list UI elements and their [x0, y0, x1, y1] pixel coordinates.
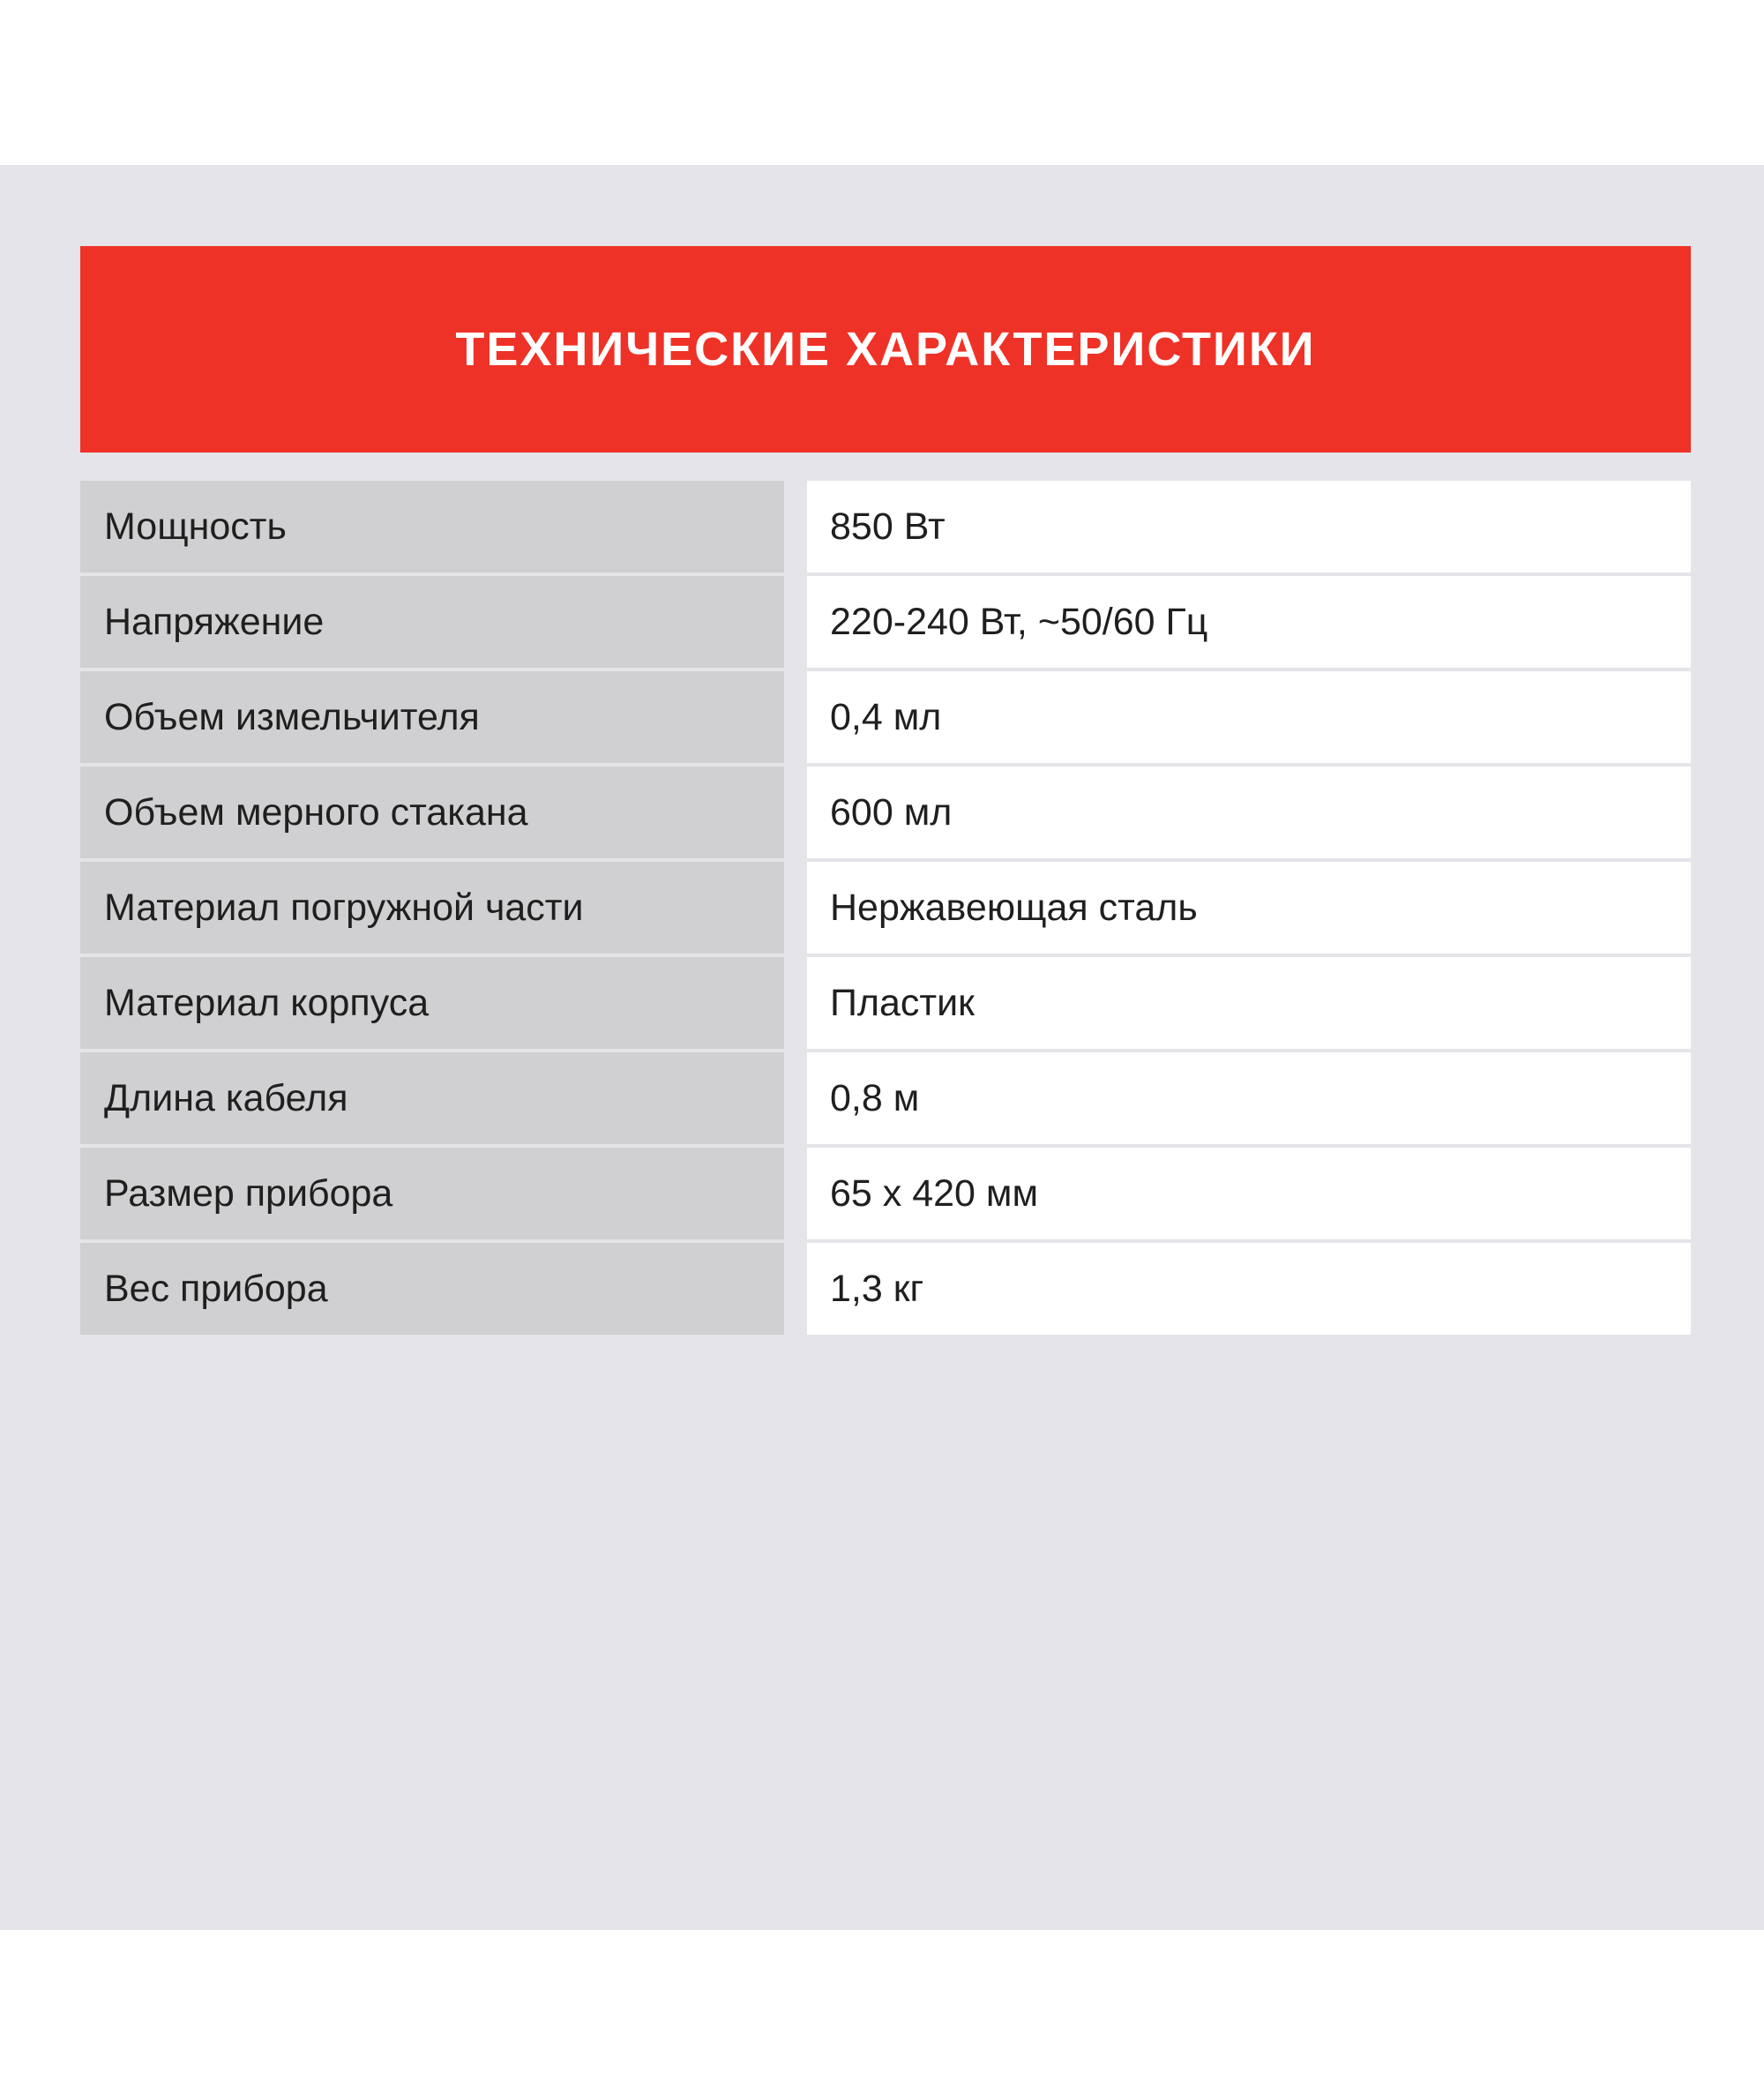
header-banner: [80, 246, 1691, 453]
spec-value: 65 х 420 мм: [807, 1148, 1691, 1239]
spec-label: Напряжение: [80, 576, 784, 668]
spec-row-chopper-volume: [80, 671, 1691, 763]
spec-value: 0,8 м: [807, 1052, 1691, 1144]
spec-value: Пластик: [807, 957, 1691, 1049]
spec-label: Длина кабеля: [80, 1052, 784, 1144]
spec-label: Вес прибора: [80, 1243, 784, 1335]
spec-table: [80, 481, 1691, 1338]
spec-label: Размер прибора: [80, 1148, 784, 1239]
spec-row-blade-material: [80, 862, 1691, 954]
page-title: ТЕХНИЧЕСКИЕ ХАРАКТЕРИСТИКИ: [455, 323, 1316, 376]
spec-label: Материал корпуса: [80, 957, 784, 1049]
spec-row-power: [80, 481, 1691, 572]
spec-row-device-size: [80, 1148, 1691, 1239]
spec-panel: [0, 165, 1764, 1930]
spec-label: Объем измельчителя: [80, 671, 784, 763]
spec-row-cable-length: [80, 1052, 1691, 1144]
spec-value: Нержавеющая сталь: [807, 862, 1691, 954]
spec-value: 220-240 Вт, ~50/60 Гц: [807, 576, 1691, 668]
spec-label: Мощность: [80, 481, 784, 572]
spec-label: Объем мерного стакана: [80, 767, 784, 858]
spec-value: 600 мл: [807, 767, 1691, 858]
spec-label: Материал погружной части: [80, 862, 784, 954]
spec-row-device-weight: [80, 1243, 1691, 1335]
spec-row-body-material: [80, 957, 1691, 1049]
spec-row-voltage: [80, 576, 1691, 668]
spec-value: 0,4 мл: [807, 671, 1691, 763]
spec-row-beaker-volume: [80, 767, 1691, 858]
spec-value: 850 Вт: [807, 481, 1691, 572]
spec-value: 1,3 кг: [807, 1243, 1691, 1335]
